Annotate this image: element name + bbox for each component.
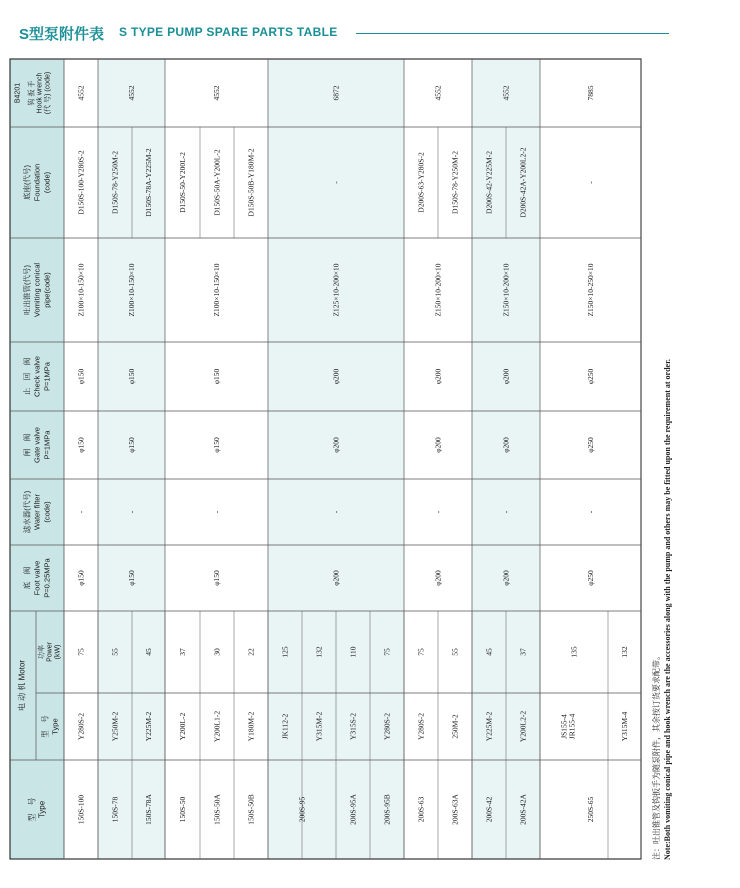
- cell-power: 45: [484, 648, 494, 656]
- header-vomiting-pipe: 吐出锥管(代号): [22, 265, 32, 315]
- cell-type: 200S-95: [297, 796, 307, 823]
- cell-power: 22: [246, 648, 256, 656]
- cell-foundation: D150S-78-Y250M-2: [450, 151, 460, 214]
- cell-type: 250S-65: [586, 796, 595, 823]
- cell-check-valve: φ200: [501, 368, 511, 385]
- header-motor-type: 型 号: [40, 715, 50, 738]
- cell-foundation: D200S-42-Y225M-2: [484, 151, 494, 214]
- cell-motor-type: Y225M-2: [144, 711, 153, 742]
- cell-power: 37: [518, 648, 528, 656]
- cell-foundation: D150S-78-Y250M-2: [110, 151, 120, 214]
- cell-motor-type: Y200L1-2: [212, 710, 222, 743]
- cell-foundation: D200S-42A-Y200L2-2: [518, 147, 528, 218]
- cell-power: 75: [382, 648, 392, 656]
- cell-type: 150S-78: [110, 796, 120, 823]
- cell-type: 150S-50B: [246, 794, 256, 825]
- cell-vomiting-pipe: Z100×10-150×10: [212, 263, 221, 317]
- cell-type: 200S-63: [416, 796, 426, 823]
- header-hook-wrench: (代 号) (code): [44, 71, 52, 115]
- cell-power: 30: [212, 648, 222, 656]
- cell-check-valve: φ200: [433, 368, 443, 385]
- cell-check-valve: φ200: [331, 368, 341, 385]
- cell-foot-valve: φ150: [127, 570, 136, 586]
- header-foot-valve: Foot valve: [32, 560, 42, 596]
- cell-foot-valve: φ200: [433, 570, 443, 586]
- cell-foundation: -: [331, 181, 341, 184]
- cell-motor-type: Y200L2-2: [518, 710, 528, 743]
- cell-foundation: D150S-50B-Y180M-2: [246, 148, 256, 217]
- cell-type: 150S-50: [178, 796, 187, 823]
- cell-power: 75: [76, 648, 86, 656]
- header-water-filter: 滤水器(代号): [22, 490, 32, 534]
- cell-gate-valve: φ200: [331, 437, 341, 453]
- cell-type: 200S-95A: [348, 794, 358, 825]
- cell-check-valve: φ150: [76, 368, 86, 385]
- cell-gate-valve: φ200: [501, 437, 511, 453]
- cell-foundation: D150S-50A-Y200L-2: [212, 149, 222, 216]
- cell-hook-wrench: 4552: [212, 85, 221, 101]
- cell-motor-type: Y315S-2: [348, 712, 358, 741]
- cell-type: 200S-42: [484, 796, 494, 823]
- header-hook-code: B4201: [14, 82, 22, 104]
- cell-gate-valve: φ150: [212, 437, 221, 453]
- header-foundation: (code): [42, 171, 52, 194]
- cell-foot-valve: φ150: [76, 570, 86, 586]
- header-water-filter: (code): [42, 501, 52, 523]
- cell-power: 110: [348, 646, 358, 658]
- cell-water-filter: -: [331, 510, 341, 514]
- header-motor-power: 功率: [38, 645, 46, 659]
- header-foot-valve: 底 阀: [22, 566, 32, 590]
- header-check-valve: Check valve: [32, 356, 42, 397]
- note-en: Note:Both vomiting conical pipe and hook wrench are the accessories along with the pump and others may be fitted upon the requirement at order.: [663, 359, 672, 860]
- header-foundation: Foundation: [32, 163, 42, 202]
- cell-gate-valve: φ150: [127, 437, 136, 453]
- group-shade: [268, 59, 404, 611]
- cell-power: 45: [144, 648, 153, 656]
- cell-power: 125: [280, 646, 290, 658]
- cell-motor-type: Y280S-2: [416, 712, 426, 741]
- header-type: Type: [37, 800, 47, 819]
- header-gate-valve: 闸 阀: [22, 433, 32, 457]
- cell-foundation: D200S-63-Y280S-2: [416, 152, 426, 213]
- cell-power: 55: [450, 648, 460, 656]
- header-check-valve: P=1MPa: [42, 362, 52, 391]
- header-vomiting-pipe: pipe(code): [42, 272, 52, 308]
- cell-water-filter: -: [76, 510, 86, 514]
- cell-vomiting-pipe: Z100×10-150×10: [127, 263, 136, 317]
- cell-type: 150S-50A: [212, 794, 222, 825]
- cell-gate-valve: φ150: [76, 437, 86, 453]
- cell-vomiting-pipe: Z100×10-150×10: [76, 263, 86, 317]
- cell-hook-wrench: 6872: [331, 85, 341, 101]
- cell-foot-valve: φ200: [331, 570, 341, 586]
- cell-motor-type: JS155-4: [559, 714, 569, 739]
- header-foot-valve: P=0.25MPa: [42, 558, 52, 598]
- cell-gate-valve: φ200: [433, 437, 443, 453]
- cell-check-valve: φ150: [212, 368, 221, 385]
- cell-check-valve: φ250: [586, 368, 595, 385]
- title-cn: S型泵附件表: [19, 26, 105, 43]
- cell-foot-valve: φ250: [586, 570, 595, 586]
- cell-foundation: D150S-100-Y280S-2: [76, 150, 86, 215]
- cell-motor-type: Y280S-2: [76, 712, 86, 741]
- header-vomiting-pipe: Vomiting conical: [32, 262, 42, 318]
- cell-check-valve: φ150: [127, 368, 136, 385]
- cell-vomiting-pipe: Z150×10-200×10: [501, 263, 511, 317]
- header-hook-wrench: Hook wrench: [36, 72, 44, 114]
- cell-water-filter: -: [433, 510, 443, 514]
- cell-vomiting-pipe: Z150×10-200×10: [433, 263, 443, 317]
- cell-hook-wrench: 4552: [433, 85, 443, 101]
- header-type: 型 号: [27, 797, 37, 822]
- cell-motor-type: Y280S-2: [382, 712, 392, 741]
- cell-motor-type: Y315M-4: [620, 711, 629, 742]
- cell-gate-valve: φ250: [586, 437, 595, 453]
- cell-motor-type: Y315M-2: [314, 711, 324, 742]
- cell-motor-type: Y225M-2: [484, 711, 494, 742]
- header-gate-valve: Gate valve: [32, 427, 42, 463]
- cell-motor-type: Y250M-2: [110, 711, 120, 742]
- cell-foundation: -: [586, 181, 595, 184]
- header-motor-type: Type: [50, 718, 60, 735]
- cell-water-filter: -: [501, 510, 511, 514]
- cell-motor-type: Y180M-2: [246, 711, 256, 742]
- cell-vomiting-pipe: Z150×10-250×10: [586, 263, 595, 317]
- cell-motor-type: Y200L-2: [178, 712, 187, 741]
- cell-foundation: D150S-50-Y200L-2: [178, 152, 187, 213]
- cell-water-filter: -: [127, 510, 136, 514]
- cell-type: 200S-63A: [450, 794, 460, 825]
- cell-hook-wrench: 4552: [76, 85, 86, 101]
- header-motor: 电 动 机 Motor: [17, 659, 27, 712]
- group-shade: [98, 59, 165, 611]
- cell-power: 37: [178, 648, 187, 656]
- cell-motor-type: JK112-2: [280, 713, 290, 740]
- header-hook-wrench: 钩 扳 手: [28, 80, 36, 106]
- cell-vomiting-pipe: Z125×10-200×10: [331, 263, 341, 317]
- cell-power: 132: [620, 646, 629, 658]
- header-gate-valve: P=1MPa: [42, 430, 52, 460]
- cell-hook-wrench: 4552: [127, 85, 136, 101]
- cell-foot-valve: φ150: [212, 570, 221, 586]
- note-cn: 注：吐出锥管及钩扳手为随泵附件，其余按订货要求配带。: [652, 652, 661, 860]
- header-motor-power: (kW): [54, 644, 62, 660]
- cell-foot-valve: φ200: [501, 570, 511, 586]
- cell-power: 75: [416, 648, 426, 656]
- header-water-filter: Water filter: [32, 494, 42, 530]
- cell-motor-type: 250M-2: [450, 714, 460, 739]
- cell-water-filter: -: [212, 510, 221, 514]
- cell-foundation: D150S-78A-Y225M-2: [144, 148, 153, 217]
- cell-water-filter: -: [586, 510, 595, 514]
- cell-power: 55: [110, 648, 120, 656]
- header-motor-power: Power: [46, 642, 54, 662]
- cell-motor-type: JR155-4: [567, 713, 577, 740]
- cell-type: 200S-42A: [518, 794, 528, 825]
- header-check-valve: 止 回 阀: [22, 357, 32, 396]
- cell-hook-wrench: 7885: [586, 85, 595, 101]
- cell-type: 150S-78A: [144, 794, 153, 825]
- cell-power: 132: [314, 646, 324, 658]
- cell-type: 200S-95B: [382, 794, 392, 825]
- header-foundation: 底座(代号): [22, 165, 32, 200]
- cell-type: 150S-100: [76, 794, 86, 825]
- cell-power: 135: [569, 646, 579, 658]
- cell-hook-wrench: 4552: [501, 85, 511, 101]
- title-en: S TYPE PUMP SPARE PARTS TABLE: [119, 25, 338, 39]
